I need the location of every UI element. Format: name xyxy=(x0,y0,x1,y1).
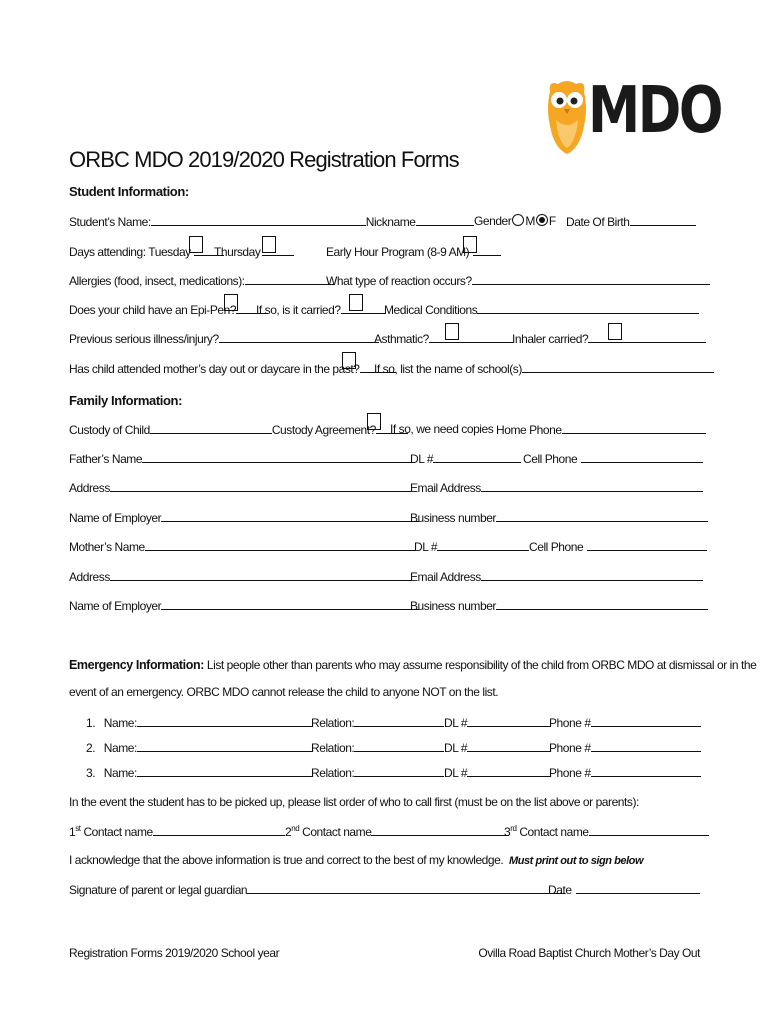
father-cell-label: Cell Phone xyxy=(523,452,578,466)
medical-field[interactable] xyxy=(477,302,699,314)
emergency-row-2-phone-field[interactable] xyxy=(591,740,701,752)
mdo-logo xyxy=(546,74,722,158)
emergency-row-3-num: 3. xyxy=(86,766,96,780)
medical-row xyxy=(384,302,699,317)
emergency-row-1-phone-field[interactable] xyxy=(591,715,701,727)
mother-cell-field[interactable] xyxy=(587,539,707,551)
epipen-checkbox[interactable] xyxy=(224,294,238,311)
emergency-row-1-dl-label: DL # xyxy=(444,716,468,730)
father-cell-row xyxy=(523,451,703,466)
reaction-row xyxy=(326,273,710,288)
contact-2-sup: nd xyxy=(291,824,300,833)
early-hour-checkbox[interactable] xyxy=(463,236,477,253)
custody-field[interactable] xyxy=(150,422,272,434)
student-name-row xyxy=(69,214,474,229)
emergency-row-1-phone xyxy=(549,715,701,730)
emergency-row-3-name-field[interactable] xyxy=(137,765,313,777)
mother-email-row xyxy=(410,569,703,584)
emergency-row-3-relation-label: Relation: xyxy=(311,766,355,780)
illness-label: Previous serious illness/injury? xyxy=(69,332,219,346)
gender-m-label: M xyxy=(525,214,535,228)
contact-2-row xyxy=(285,824,509,839)
carried-row xyxy=(256,302,385,317)
contact-3-num: 3 xyxy=(504,825,511,839)
inhaler-label: Inhaler carried? xyxy=(512,332,589,346)
gender-f-label: F xyxy=(548,214,556,228)
contact-1-field[interactable] xyxy=(153,824,285,836)
emergency-row-1-relation-label: Relation: xyxy=(311,716,355,730)
acknowledge-row xyxy=(69,853,643,867)
custody-agreement-label: Custody Agreement? xyxy=(271,423,376,437)
thursday-checkbox[interactable] xyxy=(262,236,276,253)
father-employer-row xyxy=(69,510,419,525)
gender-group xyxy=(474,214,556,228)
date-row xyxy=(548,882,700,897)
mother-address-field[interactable] xyxy=(110,569,412,581)
emergency-row-1-dl-field[interactable] xyxy=(467,715,551,727)
emergency-row-1 xyxy=(86,715,313,730)
student-heading: Student Information: xyxy=(69,184,189,199)
signature-field[interactable] xyxy=(247,882,565,894)
mother-dl-field[interactable] xyxy=(437,539,529,551)
reaction-label: What type of reaction occurs? xyxy=(326,274,472,288)
father-dl-label: DL # xyxy=(410,452,434,466)
contact-3-field[interactable] xyxy=(589,824,709,836)
asthmatic-line xyxy=(429,331,513,343)
custody-agreement-checkbox[interactable] xyxy=(367,413,381,430)
mother-business-field[interactable] xyxy=(496,598,708,610)
contact-3-sup: rd xyxy=(510,824,517,833)
father-business-field[interactable] xyxy=(496,510,708,522)
mother-cell-row xyxy=(529,539,707,554)
reaction-field[interactable] xyxy=(472,273,710,285)
home-phone-label: Home Phone xyxy=(496,423,562,437)
emergency-row-1-phone-label: Phone # xyxy=(549,716,591,730)
asthmatic-checkbox[interactable] xyxy=(445,323,459,340)
father-email-label: Email Address xyxy=(410,481,481,495)
gender-m-radio[interactable] xyxy=(512,214,524,226)
mother-email-label: Email Address xyxy=(410,570,481,584)
father-cell-field[interactable] xyxy=(581,451,703,463)
mother-field[interactable] xyxy=(145,539,415,551)
carried-label: If so, is it carried? xyxy=(256,303,341,317)
emergency-row-1-dl xyxy=(444,715,551,730)
father-field[interactable] xyxy=(142,451,414,463)
emergency-row-2 xyxy=(86,740,313,755)
dob-field[interactable] xyxy=(630,214,696,226)
nickname-field[interactable] xyxy=(416,214,474,226)
father-email-row xyxy=(410,480,703,495)
early-hour-line xyxy=(473,244,501,256)
nickname-label: Nickname xyxy=(365,215,416,229)
mother-employer-label: Name of Employer xyxy=(69,599,162,613)
mother-row xyxy=(69,539,415,554)
emergency-intro xyxy=(69,658,756,672)
emergency-row-2-phone xyxy=(549,740,701,755)
emergency-row-1-num: 1. xyxy=(86,716,96,730)
emergency-row-2-phone-label: Phone # xyxy=(549,741,591,755)
emergency-row-3-dl-field[interactable] xyxy=(467,765,551,777)
emergency-heading: Emergency Information: xyxy=(69,658,204,672)
father-label: Father’s Name xyxy=(69,452,143,466)
emergency-row-2-dl xyxy=(444,740,551,755)
epipen-label: Does your child have an Epi-Pen? xyxy=(69,303,237,317)
father-row xyxy=(69,451,414,466)
emergency-row-3-phone-label: Phone # xyxy=(549,766,591,780)
father-business-label: Business number xyxy=(410,511,496,525)
footer-right: Ovilla Road Baptist Church Mother’s Day Out xyxy=(478,946,700,960)
emergency-row-2-rel xyxy=(311,740,444,755)
illness-row xyxy=(69,331,379,346)
emergency-text-1: List people other than parents who may assume responsibility of the child from ORBC MDO at dismissal or in the xyxy=(206,658,757,672)
signature-row xyxy=(69,882,565,897)
school-field[interactable] xyxy=(522,361,714,373)
inhaler-checkbox[interactable] xyxy=(608,323,622,340)
allergies-label: Allergies (food, insect, medications): xyxy=(69,274,245,288)
pickup-text: In the event the student has to be picked up, please list order of who to call first (must be on the list above or parents): xyxy=(69,795,639,809)
tuesday-checkbox[interactable] xyxy=(189,236,203,253)
thursday-label: Thursday xyxy=(214,245,261,259)
contact-1-row xyxy=(69,824,285,839)
father-dl-field[interactable] xyxy=(433,451,521,463)
emergency-row-2-relation-field[interactable] xyxy=(354,740,444,752)
medical-label: Medical Conditions xyxy=(384,303,478,317)
student-name-field[interactable] xyxy=(151,214,366,226)
home-phone-field[interactable] xyxy=(562,422,706,434)
father-dl-row xyxy=(410,451,521,466)
father-employer-label: Name of Employer xyxy=(69,511,162,525)
dob-row xyxy=(566,214,696,229)
illness-field[interactable] xyxy=(219,331,379,343)
father-address-row xyxy=(69,480,412,495)
copies-label: If so, we need copies xyxy=(390,422,494,436)
emergency-row-2-relation-label: Relation: xyxy=(311,741,355,755)
contact-3-row xyxy=(504,824,709,839)
emergency-row-3-dl xyxy=(444,765,551,780)
acknowledge-text: I acknowledge that the above information is true and correct to the best of my knowledge. xyxy=(69,853,504,867)
emergency-row-3-phone-field[interactable] xyxy=(591,765,701,777)
emergency-row-2-name-label: Name: xyxy=(103,741,137,755)
mother-cell-label: Cell Phone xyxy=(529,540,584,554)
date-label: Date xyxy=(548,883,572,897)
mother-business-row xyxy=(410,598,708,613)
allergies-row xyxy=(69,273,335,288)
emergency-row-3-rel xyxy=(311,765,444,780)
school-label: If so, list the name of school(s) xyxy=(374,362,522,376)
mother-address-row xyxy=(69,569,412,584)
contact-2-label: Contact name xyxy=(299,825,372,839)
dob-label: Date Of Birth xyxy=(566,215,630,229)
mother-label: Mother’s Name xyxy=(69,540,145,554)
emergency-row-3-dl-label: DL # xyxy=(444,766,468,780)
page-title: ORBC MDO 2019/2020 Registration Forms xyxy=(69,147,459,172)
copies-row xyxy=(390,422,493,436)
emergency-row-3-relation-field[interactable] xyxy=(354,765,444,777)
allergies-field[interactable] xyxy=(245,273,335,285)
emergency-row-3-name-label: Name: xyxy=(103,766,137,780)
gender-f-radio[interactable] xyxy=(536,214,548,226)
date-field[interactable] xyxy=(576,882,700,894)
father-email-field[interactable] xyxy=(481,480,703,492)
owl-logo-icon xyxy=(546,78,588,156)
gender-label: Gender xyxy=(474,214,512,228)
mother-business-label: Business number xyxy=(410,599,496,613)
mother-employer-field[interactable] xyxy=(161,598,419,610)
emergency-row-3-phone xyxy=(549,765,701,780)
daycare-checkbox[interactable] xyxy=(342,352,356,369)
father-address-label: Address xyxy=(69,481,110,495)
signature-label: Signature of parent or legal guardian xyxy=(69,883,248,897)
contact-2-field[interactable] xyxy=(371,824,509,836)
emergency-row-2-dl-field[interactable] xyxy=(467,740,551,752)
emergency-row-2-dl-label: DL # xyxy=(444,741,468,755)
contact-2-num: 2 xyxy=(285,825,292,839)
epipen-row xyxy=(69,302,268,317)
asthmatic-row xyxy=(374,331,513,346)
early-hour-label: Early Hour Program (8-9 AM) xyxy=(326,245,470,259)
carried-checkbox[interactable] xyxy=(349,294,363,311)
father-business-row xyxy=(410,510,708,525)
inhaler-line xyxy=(588,331,706,343)
home-phone-row xyxy=(496,422,706,437)
mother-address-label: Address xyxy=(69,570,110,584)
emergency-row-2-name-field[interactable] xyxy=(137,740,313,752)
contact-1-sup: st xyxy=(75,824,81,833)
emergency-row-1-rel xyxy=(311,715,444,730)
thursday-row xyxy=(214,244,294,259)
mother-dl-row xyxy=(414,539,529,554)
father-address-field[interactable] xyxy=(110,480,412,492)
emergency-row-1-relation-field[interactable] xyxy=(354,715,444,727)
contact-3-label: Contact name xyxy=(516,825,589,839)
emergency-row-2-num: 2. xyxy=(86,741,96,755)
contact-1-label: Contact name xyxy=(80,825,153,839)
emergency-row-1-name-label: Name: xyxy=(103,716,137,730)
family-heading: Family Information: xyxy=(69,393,183,408)
logo-text: MDO xyxy=(588,74,722,148)
footer-left: Registration Forms 2019/2020 School year xyxy=(69,946,280,960)
mother-employer-row xyxy=(69,598,419,613)
father-employer-field[interactable] xyxy=(161,510,419,522)
student-name-label: Student’s Name: xyxy=(69,215,151,229)
emergency-text-2: event of an emergency. ORBC MDO cannot release the child to anyone NOT on the list. xyxy=(69,685,499,699)
daycare-label: Has child attended mother’s day out or daycare in the past? xyxy=(69,362,360,376)
days-label: Days attending: Tuesday xyxy=(69,245,191,259)
custody-row xyxy=(69,422,408,437)
must-print-note: Must print out to sign below xyxy=(509,855,644,867)
mother-email-field[interactable] xyxy=(481,569,703,581)
emergency-row-3 xyxy=(86,765,313,780)
custody-label: Custody of Child xyxy=(69,423,150,437)
contact-1-num: 1 xyxy=(69,825,76,839)
mother-dl-label: DL # xyxy=(414,540,438,554)
school-row xyxy=(374,361,714,376)
asthmatic-label: Asthmatic? xyxy=(374,332,429,346)
emergency-row-1-name-field[interactable] xyxy=(137,715,313,727)
